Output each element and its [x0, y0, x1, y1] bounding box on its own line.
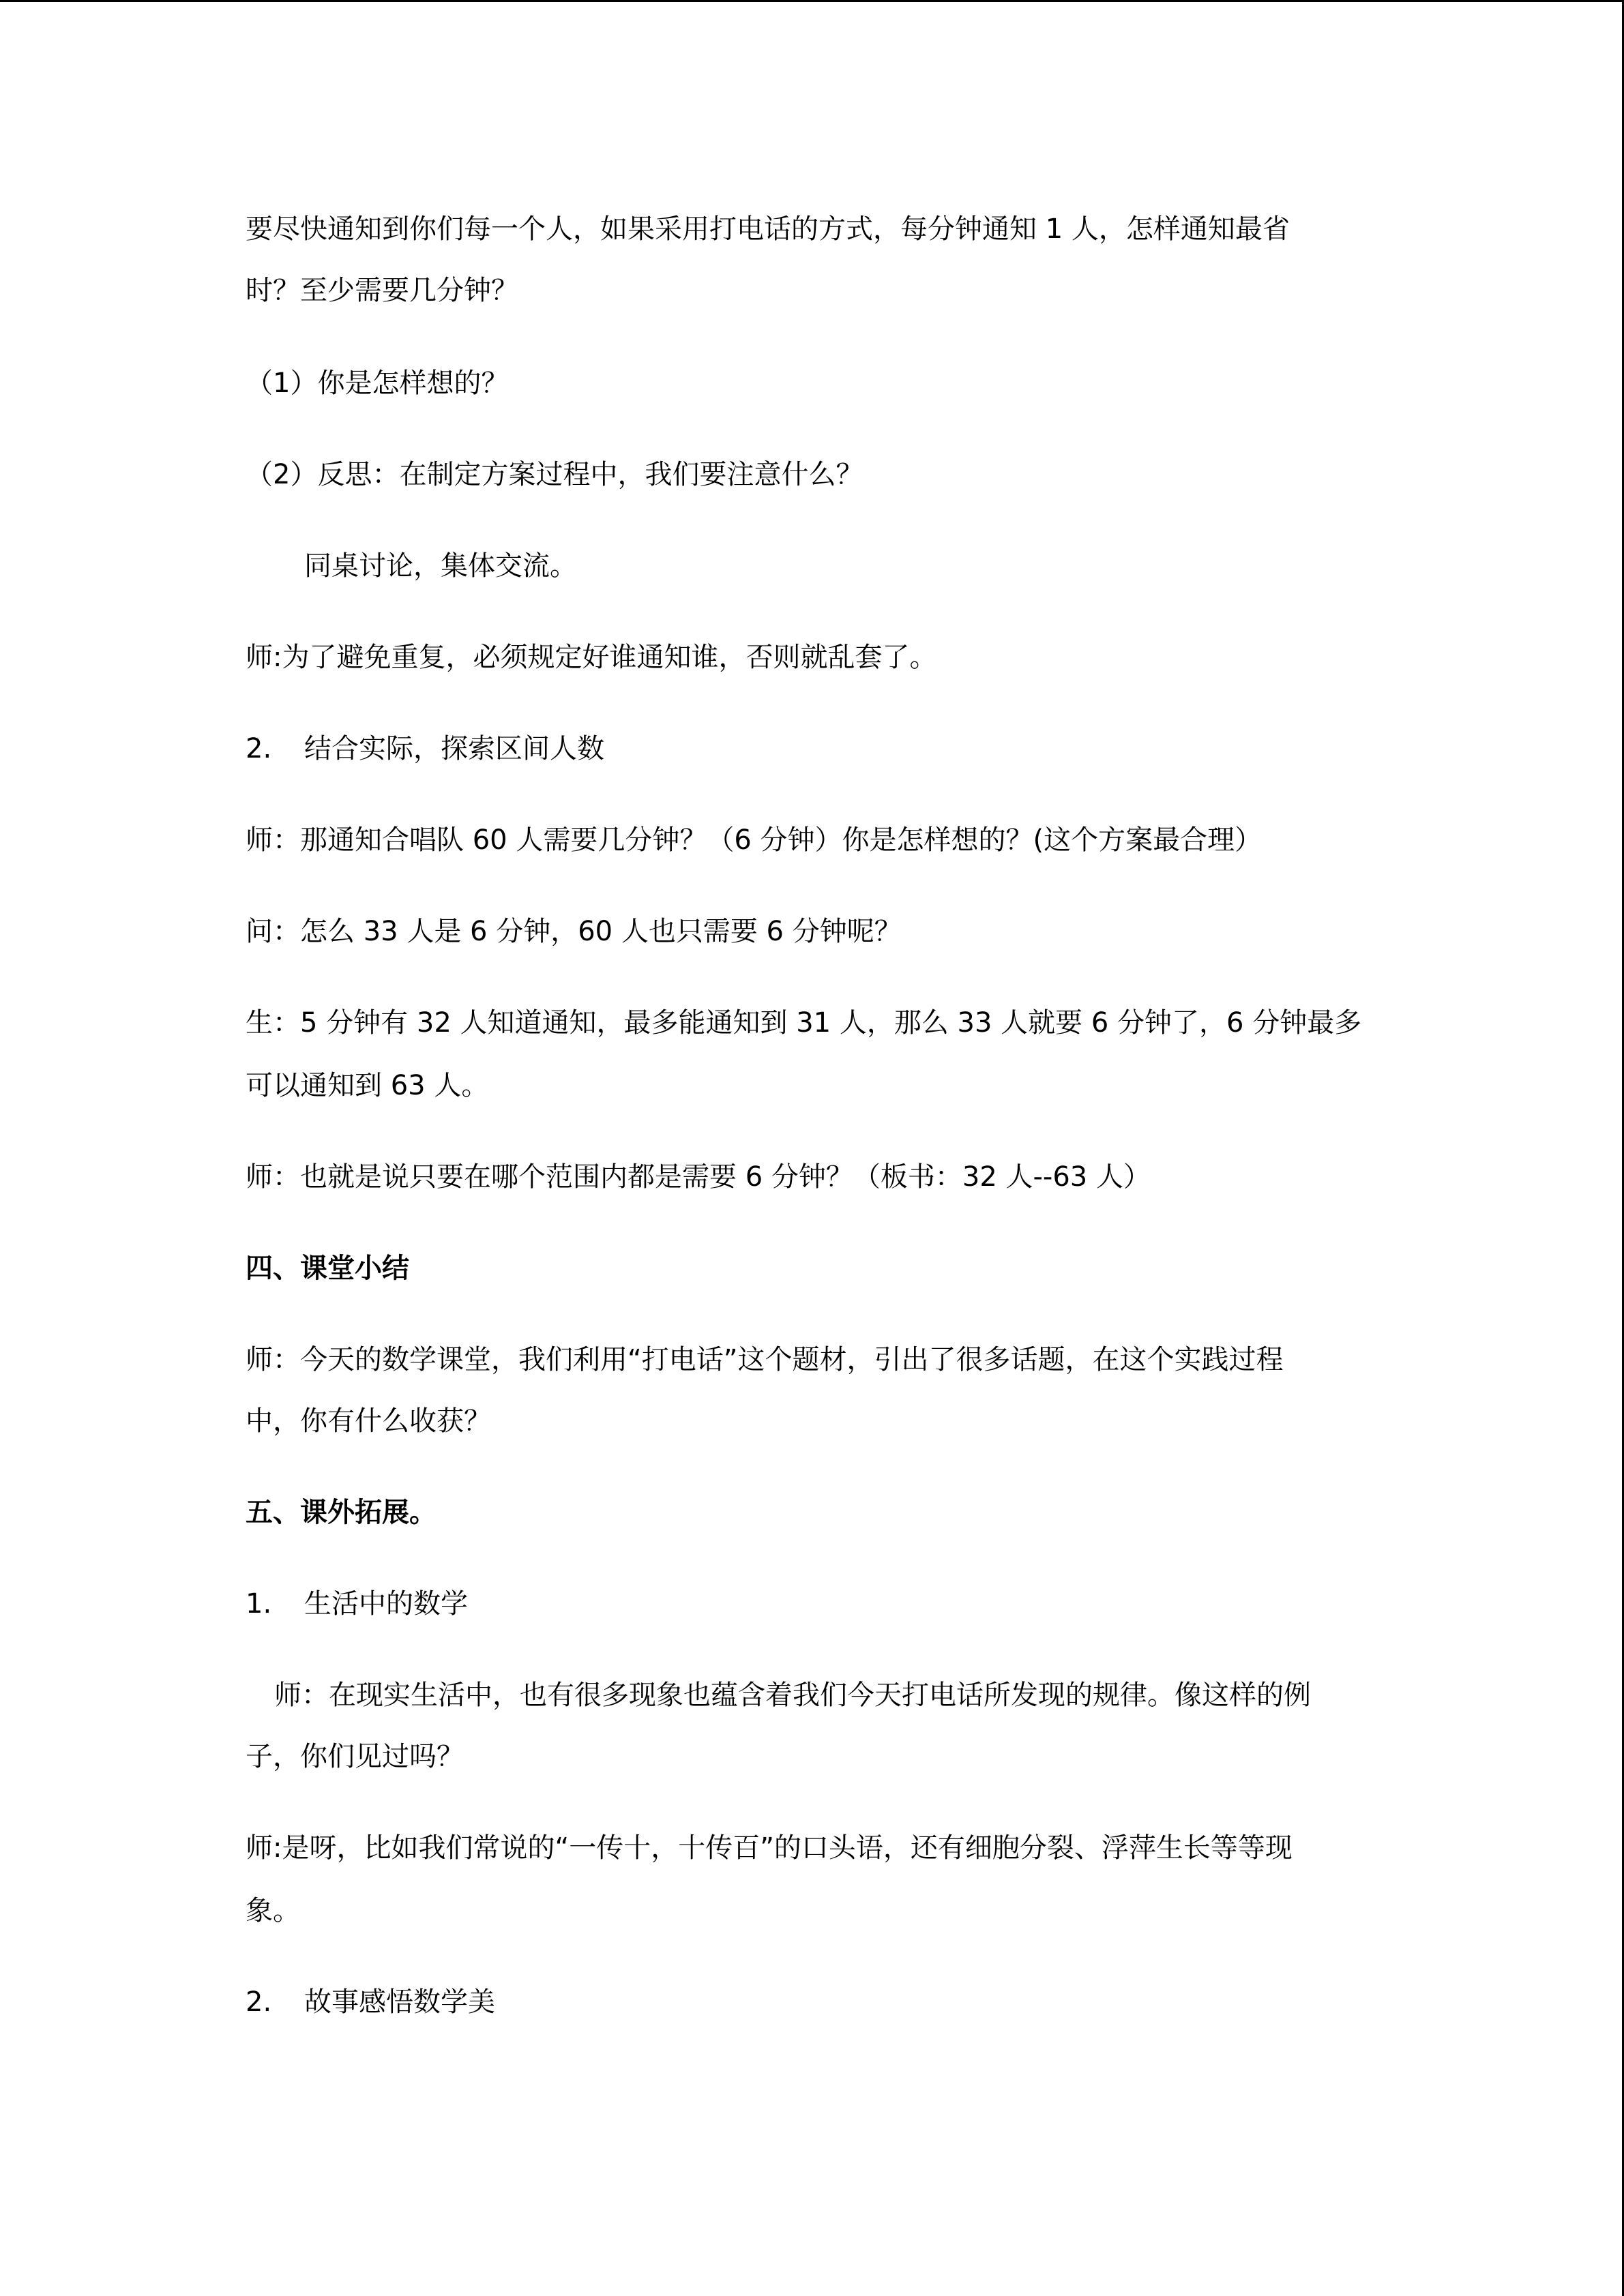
paragraph-line: 师：那通知合唱队 60 人需要几分钟？（6 分钟）你是怎样想的？(这个方案最合理） — [246, 824, 1263, 856]
paragraph-line: 子，你们见过吗？ — [246, 1741, 464, 1772]
paragraph-line: 师:为了避免重复，必须规定好谁通知谁，否则就乱套了。 — [246, 642, 937, 673]
item-number: 2. — [246, 733, 272, 764]
paragraph-line: 可以通知到 63 人。 — [246, 1070, 489, 1101]
item-text: 生活中的数学 — [304, 1588, 468, 1620]
question-line: （2）反思：在制定方案过程中，我们要注意什么？ — [246, 459, 863, 490]
numbered-item — [246, 730, 604, 768]
numbered-item — [246, 1983, 495, 2021]
paragraph-line: 要尽快通知到你们每一个人，如果采用打电话的方式，每分钟通知 1 人，怎样通知最省 — [246, 213, 1290, 245]
item-number: 2. — [246, 1986, 272, 2018]
paragraph-line: 师：在现实生活中，也有很多现象也蕴含着我们今天打电话所发现的规律。像这样的例 — [274, 1680, 1311, 1711]
numbered-item — [246, 1585, 468, 1623]
paragraph-line: 中，你有什么收获？ — [246, 1405, 491, 1437]
item-number: 1. — [246, 1588, 272, 1620]
item-text: 故事感悟数学美 — [304, 1986, 495, 2018]
item-text: 结合实际，探索区间人数 — [304, 733, 604, 764]
paragraph-line: 同桌讨论，集体交流。 — [304, 550, 577, 582]
paragraph-line: 师：今天的数学课堂，我们利用“打电话”这个题材，引出了很多话题，在这个实践过程 — [246, 1344, 1284, 1375]
paragraph-line: 师：也就是说只要在哪个范围内都是需要 6 分钟？（板书：32 人--63 人） — [246, 1161, 1151, 1193]
question-line: （1）你是怎样想的？ — [246, 368, 509, 399]
top-border — [0, 0, 1624, 2]
paragraph-line: 象。 — [246, 1895, 300, 1926]
paragraph-line: 问：怎么 33 人是 6 分钟，60 人也只需要 6 分钟呢？ — [246, 916, 902, 947]
section-heading: 四、课堂小结 — [246, 1253, 409, 1284]
paragraph-line: 师:是呀，比如我们常说的“一传十，十传百”的口头语，还有细胞分裂、浮萍生长等等现 — [246, 1832, 1293, 1864]
paragraph-line: 生：5 分钟有 32 人知道通知，最多能通知到 31 人，那么 33 人就要 6 分钟了，6 分钟最多 — [246, 1007, 1362, 1039]
section-heading: 五、课外拓展。 — [246, 1497, 437, 1528]
paragraph-line: 时？至少需要几分钟？ — [246, 275, 518, 306]
